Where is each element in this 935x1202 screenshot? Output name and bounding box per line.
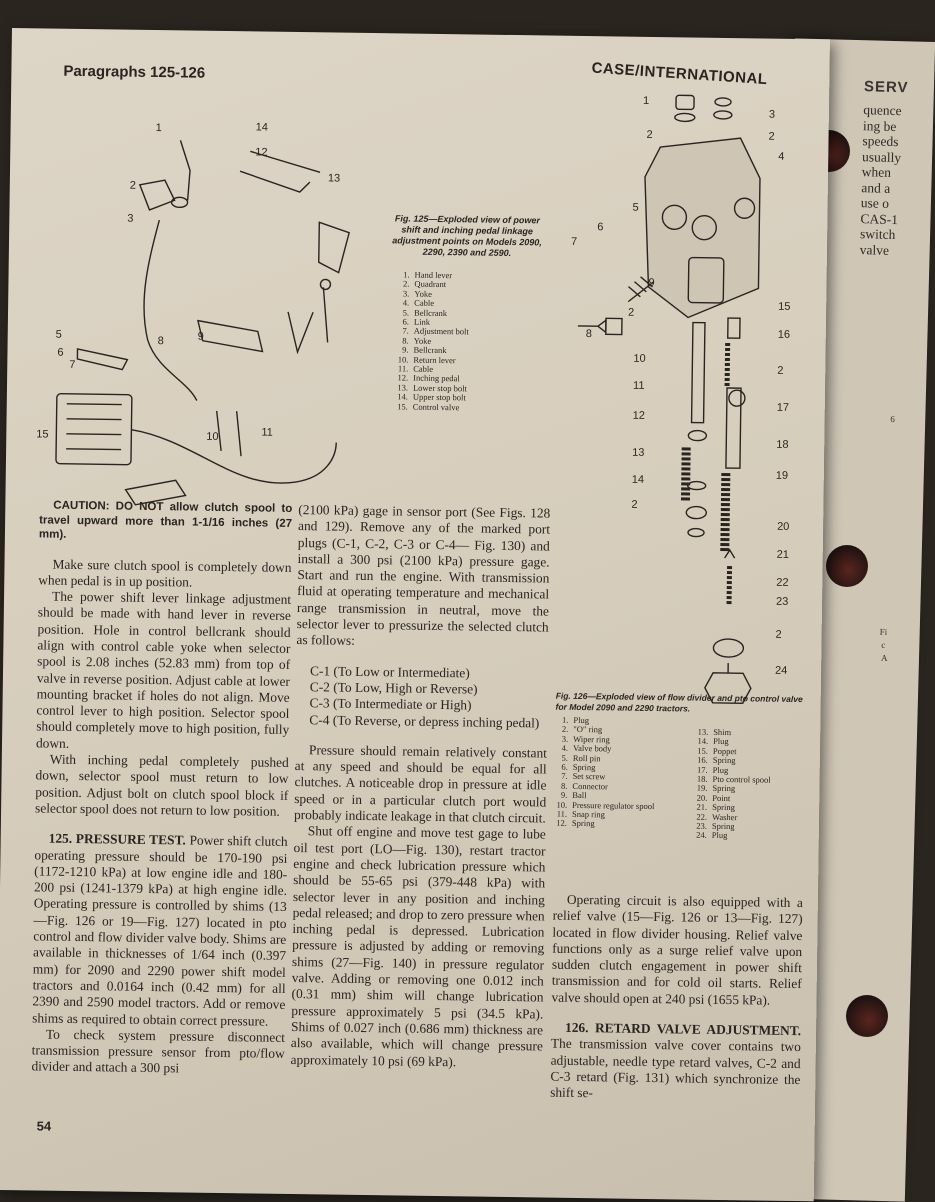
clutch-list-item: C-3 (To Intermediate or High) bbox=[309, 695, 472, 713]
callout-number: 23 bbox=[775, 595, 789, 608]
legend-label: Yoke bbox=[414, 288, 432, 299]
paragraph: (2100 kPa) gage in sensor port (See Figs. 128 and 129). Remove any of the marked port plugs (C-1, C-2, C-3 or C-4— Fig. 130) and install a 300 psi (2100 kPa) pressure gage. Start and run the engine. With transmission fluid at operating temperature and mechanical range transmission in neutral, move the selector lever to pressurize the selected clutch as follows: bbox=[296, 502, 551, 649]
fig126-legend-right bbox=[689, 728, 772, 842]
callout-number: 2 bbox=[775, 628, 782, 641]
legend-number: 3. bbox=[561, 733, 569, 744]
fig126-caption: Fig. 126—Exploded view of flow divider and pto control valve for Model 2090 and 2290 tractors. bbox=[555, 690, 803, 714]
legend-label: Valve body bbox=[572, 743, 612, 754]
callout-number: 2 bbox=[628, 306, 635, 319]
callout-number: 9 bbox=[197, 330, 204, 343]
section-125-text: Power shift clutch operating pressure should be 170-190 psi (1172-1210 kPa) at low engine idle and 180-200 psi (1241-1379 kPa) at high engine idle. Operating pressure is controlled by shims (13—Fig. 126 or 19—Fig. 127) located in pto control and flow divider valve body. Shims are available in thicknesses of 1/64 inch (0.397 mm) for 2090 and 2290 power shift model tractors and 0.0164 inch (0.42 mm) for all 2390 and 2590 model tractors. Add or remove shims as required to obtain correct pressure. bbox=[32, 832, 288, 1029]
callout-number: 11 bbox=[261, 426, 273, 439]
callout-number: 2 bbox=[129, 179, 137, 192]
callout-number: 14 bbox=[631, 473, 645, 486]
legend-number: 11. bbox=[397, 363, 409, 374]
legend-label: Spring bbox=[571, 818, 595, 829]
fig125-legend bbox=[390, 270, 470, 412]
legend-number: 2. bbox=[561, 724, 569, 735]
callout-number: 7 bbox=[570, 235, 578, 248]
section-125-heading: 125. PRESSURE TEST. bbox=[48, 830, 186, 848]
legend-label: Yoke bbox=[413, 335, 432, 346]
fig125-exploded-drawing bbox=[35, 108, 360, 502]
legend-label: "O" ring bbox=[573, 724, 603, 735]
callout-number: 5 bbox=[632, 201, 639, 214]
legend-number: 6. bbox=[561, 761, 568, 772]
legend-number: 14. bbox=[697, 736, 709, 747]
legend-number: 4. bbox=[402, 297, 410, 308]
legend-number: 9. bbox=[402, 344, 409, 355]
legend-number: 7. bbox=[402, 325, 409, 337]
callout-number: 13 bbox=[632, 446, 645, 459]
legend-label: Pressure regulator spool bbox=[572, 799, 655, 811]
legend-label: Wiper ring bbox=[573, 733, 610, 745]
callout-number: 16 bbox=[777, 328, 791, 341]
legend-number: 5. bbox=[561, 752, 568, 763]
legend-label: Plug bbox=[712, 764, 729, 775]
paragraph: Shut off engine and move test gage to lube oil test port (LO—Fig. 130), restart tractor engine and check lubrication pressure which should be 55-65 psi (379-448 kPa) with selector lever in any position and inching pedal released; and drop to zero pressure when inching pedal is depressed. Lubrication pressure is adjusted by adding or removing shims (27—Fig. 140) in pressure regulator valve. Adding or removing one 0.012 inch (0.31 mm) shim will change lubrication pressure approximately 5 psi (34.5 kPa). Shims of 0.027 inch (0.686 mm) thickness are also available, which will change pressure approximately 10 psi (69 kPa). bbox=[290, 823, 546, 1069]
callout-number: 22 bbox=[776, 576, 789, 589]
callout-number: 11 bbox=[632, 379, 645, 392]
legend-number: 21. bbox=[696, 801, 708, 813]
legend-label: Set screw bbox=[572, 771, 606, 782]
clutch-list bbox=[309, 663, 548, 732]
binder-hole bbox=[846, 995, 888, 1037]
legend-label: Shim bbox=[713, 726, 732, 738]
legend-number: 24. bbox=[696, 830, 707, 841]
callout-number: 5 bbox=[55, 328, 62, 341]
legend-number: 22. bbox=[696, 811, 708, 822]
callout-number: 21 bbox=[776, 548, 790, 561]
page-header-paragraphs: Paragraphs 125-126 bbox=[63, 62, 206, 82]
legend-label: Cable bbox=[413, 363, 434, 374]
callout-number: 10 bbox=[633, 352, 646, 365]
legend-label: Link bbox=[413, 316, 431, 327]
legend-label: Roll pin bbox=[572, 752, 601, 763]
section-126 bbox=[550, 1020, 801, 1105]
callout-number: 8 bbox=[157, 335, 164, 348]
clutch-list-item: C-1 (To Low or Intermediate) bbox=[309, 662, 470, 681]
legend-number: 13. bbox=[697, 726, 709, 737]
legend-label: Return lever bbox=[413, 354, 456, 365]
paragraph: Make sure clutch spool is completely down when pedal is in up position. bbox=[38, 556, 292, 590]
callout-number: 1 bbox=[155, 122, 162, 135]
legend-label: Plug bbox=[573, 714, 590, 726]
legend-label: Poppet bbox=[712, 745, 737, 756]
legend-number: 2. bbox=[403, 278, 410, 289]
manual-page bbox=[0, 28, 830, 1201]
legend-label: Lower stop bolt bbox=[412, 382, 467, 394]
next-page-text: quence ing be speeds usually when and a use o CAS-1 switch valve bbox=[859, 102, 902, 258]
next-page-fragment: c bbox=[881, 639, 886, 650]
next-page-header: SERV bbox=[863, 78, 909, 97]
legend-label: Plug bbox=[711, 830, 728, 841]
callout-number: 2 bbox=[768, 130, 775, 143]
legend-number: 15. bbox=[697, 745, 709, 756]
callout-number: 7 bbox=[69, 358, 76, 371]
legend-number: 12. bbox=[397, 372, 409, 384]
legend-label: Snap ring bbox=[572, 808, 605, 820]
callout-number: 10 bbox=[206, 430, 219, 443]
legend-label: Washer bbox=[711, 811, 738, 822]
callout-number: 2 bbox=[631, 498, 638, 511]
legend-number: 3. bbox=[402, 288, 410, 299]
page-number: 54 bbox=[36, 1118, 52, 1134]
callout-number: 8 bbox=[585, 328, 592, 341]
legend-number: 8. bbox=[402, 335, 409, 346]
callout-number: 17 bbox=[776, 401, 790, 414]
callout-number: 18 bbox=[776, 438, 789, 451]
section-125 bbox=[32, 831, 288, 1030]
legend-label: Point bbox=[712, 792, 731, 803]
legend-number: 14. bbox=[397, 391, 408, 402]
legend-number: 16. bbox=[697, 754, 708, 766]
callout-number: 12 bbox=[632, 409, 645, 422]
legend-item bbox=[549, 819, 654, 830]
legend-label: Ball bbox=[572, 790, 587, 801]
next-page-fragment: A bbox=[880, 652, 888, 663]
callout-number: 20 bbox=[777, 520, 790, 533]
legend-label: Inching pedal bbox=[413, 373, 460, 384]
legend-number: 15. bbox=[397, 401, 408, 412]
clutch-list-item: C-4 (To Reverse, or depress inching pedal) bbox=[309, 711, 540, 730]
middle-column bbox=[291, 502, 551, 1071]
right-column bbox=[550, 892, 803, 1105]
legend-label: Control valve bbox=[412, 401, 460, 412]
callout-number: 2 bbox=[646, 128, 653, 141]
legend-label: Bellcrank bbox=[414, 307, 448, 318]
callout-number: 15 bbox=[778, 300, 791, 313]
section-126-heading: 126. RETARD VALVE ADJUSTMENT. bbox=[564, 1019, 802, 1039]
legend-number: 11. bbox=[556, 808, 568, 819]
legend-number: 18. bbox=[696, 773, 708, 784]
callout-number: 19 bbox=[775, 469, 789, 482]
legend-item bbox=[689, 831, 770, 842]
next-page-fragment: 6 bbox=[890, 413, 895, 425]
legend-label: Pto control spool bbox=[712, 773, 771, 785]
next-page-fragment: Fi bbox=[879, 626, 888, 637]
callout-number: 12 bbox=[255, 146, 268, 159]
legend-number: 13. bbox=[397, 382, 409, 393]
legend-number: 17. bbox=[697, 764, 708, 775]
legend-number: 8. bbox=[561, 780, 568, 791]
clutch-list-item: C-2 (To Low, High or Reverse) bbox=[309, 679, 478, 697]
callout-number: 1 bbox=[642, 94, 650, 107]
legend-number: 12. bbox=[556, 818, 568, 829]
callout-number: 13 bbox=[327, 172, 341, 185]
paragraph: To check system pressure disconnect transmission pressure sensor from pto/flow divider and attach a 300 psi bbox=[31, 1026, 286, 1076]
callout-number: 3 bbox=[127, 212, 134, 225]
legend-label: Spring bbox=[712, 755, 736, 766]
legend-label: Spring bbox=[711, 820, 735, 832]
callout-number: 2 bbox=[777, 364, 784, 377]
callout-number: 4 bbox=[778, 150, 785, 163]
legend-number: 19. bbox=[696, 783, 708, 794]
legend-number: 7. bbox=[561, 771, 568, 782]
legend-label: Adjustment bolt bbox=[413, 326, 469, 337]
legend-number: 23. bbox=[696, 820, 707, 831]
callout-number: 24 bbox=[775, 664, 788, 677]
legend-number: 1. bbox=[561, 714, 569, 725]
callout-number: 6 bbox=[57, 346, 64, 359]
legend-label: Plug bbox=[713, 736, 729, 747]
legend-label: Connector bbox=[572, 780, 608, 792]
callout-number: 6 bbox=[597, 221, 604, 234]
fig125-caption: Fig. 125—Exploded view of power shift and inching pedal linkage adjustment points on Models 2090, 2290, 2390 and 2590. bbox=[392, 213, 542, 258]
callout-number: 15 bbox=[36, 428, 49, 441]
callout-number: 9 bbox=[648, 276, 655, 289]
legend-number: 20. bbox=[696, 792, 708, 803]
legend-label: Bellcrank bbox=[413, 344, 447, 356]
paragraph: The power shift lever linkage adjustment should be made with hand lever in reverse position. Hole in control bellcrank should align with control cable yoke when selector spool is 2.08 inches (52.83 mm) from top of valve in reverse position. Adjust cable at lower mounting bracket if holes do not align. Move control lever to high position. Selector spool should completely move to high position, fully down. bbox=[35, 588, 292, 751]
paragraph: Pressure should remain relatively constant at any speed and should be equal for all clutches. A noticeable drop in pressure at idle speed or in a particular clutch port would probably indicate leakage in that clutch circuit. bbox=[293, 742, 548, 826]
callout-number: 14 bbox=[255, 121, 268, 134]
legend-label: Spring bbox=[712, 802, 735, 813]
legend-label: Spring bbox=[712, 783, 736, 794]
fig126-legend-left bbox=[549, 716, 656, 830]
legend-number: 10. bbox=[397, 354, 409, 365]
section-126-text: The transmission valve cover contains two adjustable, needle type retard valves, C-2 and C-3 retard (Fig. 131) which synchronize the shift se- bbox=[550, 1035, 801, 1101]
legend-label: Quadrant bbox=[414, 279, 447, 290]
legend-number: 6. bbox=[402, 316, 410, 327]
legend-number: 4. bbox=[561, 742, 569, 754]
legend-label: Upper stop bolt bbox=[412, 391, 466, 403]
caution-note: CAUTION: DO NOT allow clutch spool to travel upward more than 1-1/16 inches (27 mm). bbox=[38, 499, 293, 541]
legend-number: 9. bbox=[560, 789, 568, 801]
legend-label: Cable bbox=[414, 297, 435, 309]
legend-number: 5. bbox=[402, 307, 410, 318]
paragraph: With inching pedal completely pushed down, selector spool must return to low position. Adjust bolt on clutch spool block if selector spool does not return to low position. bbox=[35, 751, 289, 819]
paragraph: Operating circuit is also equipped with a relief valve (15—Fig. 126 or 13—Fig. 127) located in flow divider housing. Relief valve functions only as a surge relief valve upon sudden clutch engagement in power shift transmission and for cold oil starts. Relief valve should open at 240 psi (1655 kPa). bbox=[551, 891, 803, 1008]
binder-hole bbox=[826, 545, 868, 587]
legend-label: Hand lever bbox=[414, 269, 453, 281]
legend-number: 1. bbox=[403, 269, 410, 280]
left-column bbox=[31, 498, 292, 1078]
legend-label: Spring bbox=[572, 761, 596, 773]
legend-number: 10. bbox=[556, 799, 568, 810]
callout-number: 3 bbox=[768, 108, 776, 121]
legend-item bbox=[390, 402, 468, 412]
page-header-brand: CASE/INTERNATIONAL bbox=[591, 59, 769, 89]
